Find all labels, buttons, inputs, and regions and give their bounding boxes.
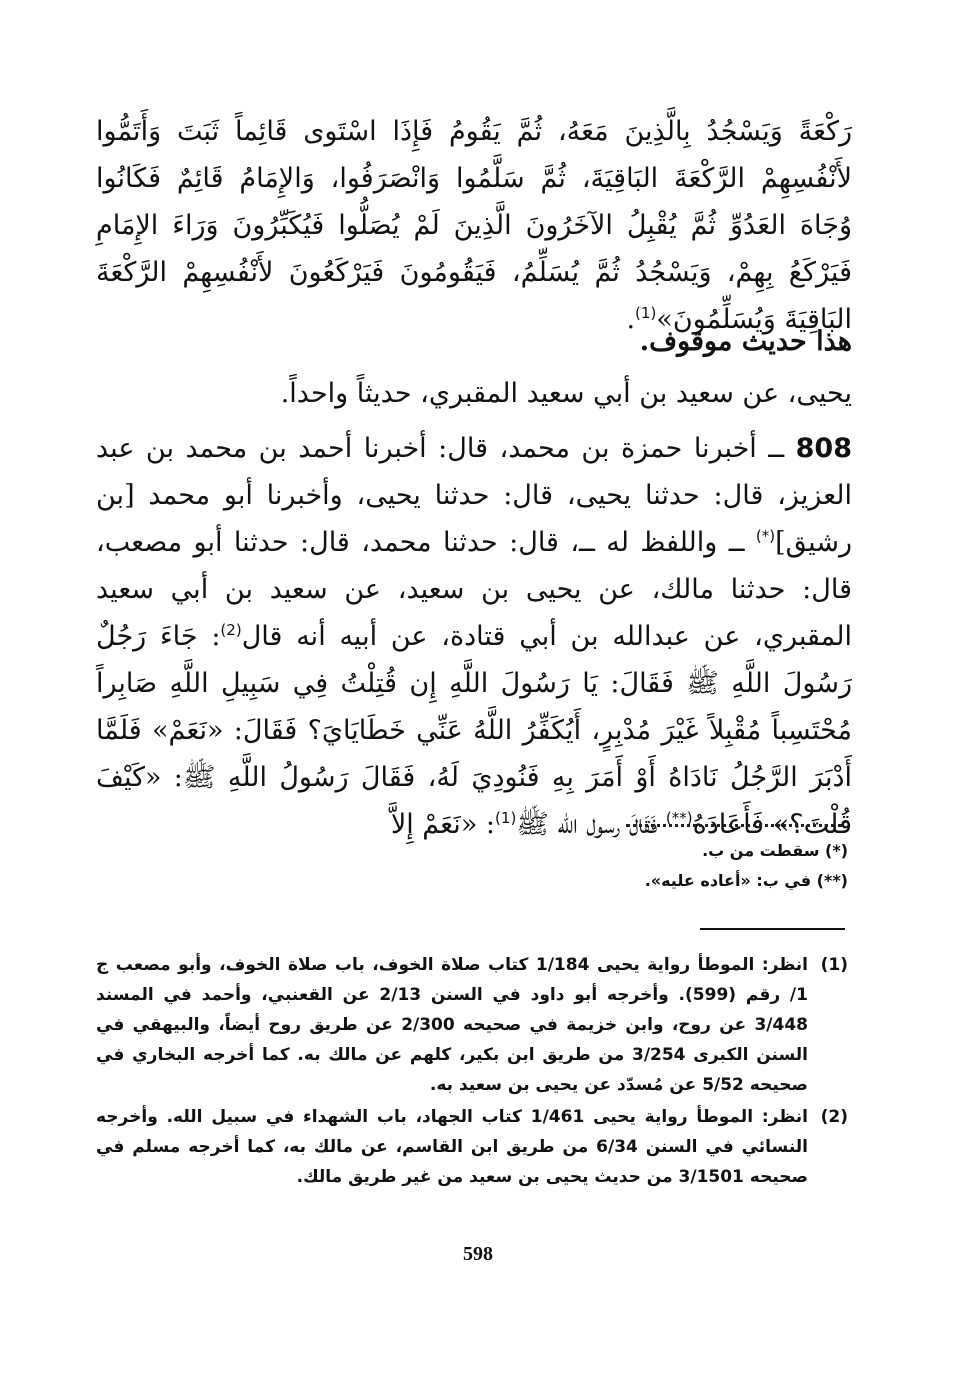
variant-ref-double-star: (**): [665, 809, 693, 827]
footnote-text: انظر: الموطأ رواية يحيى 1/184 كتاب صلاة الخوف، باب صلاة الخوف، وأبو مصعب ج 1/ رقم (599). وأخرجه أبو داود في السنن 2/13 عن القعنبي، وأحمد في المسند 3/448 عن روح، وابن خزيمة في صحيحه 2/300 عن طريق روح أيضاً، والبيهقي في السنن الكبرى 3/254 من طريق ابن بكير، كلهم عن مالك به. كما أخرجه البخاري في صحيحه 5/52 عن مُسدّد عن يحيى بن سعيد به.: [96, 955, 808, 1095]
footnote-rule: [700, 928, 845, 930]
hadith-number: 808: [795, 433, 852, 464]
hadith-808-matn: : جَاءَ رَجُلٌ رَسُولَ اللَّهِ ﷺ فَقَالَ: يَا رَسُولَ اللَّهِ إِن قُتِلْتُ فِي سَبِيلِ اللَّهِ صَابِراً مُحْتَسِباً مُقْبِلاً غَيْرَ مُدْبِرٍ، أَيُكَفِّرُ اللَّهُ عَنِّي خَطَايَايَ؟ فَقَالَ: «نَعَمْ» فَلَمَّا أَدْبَرَ الرَّجُلُ نَادَاهُ أَوْ أَمَرَ بِهِ فَنُودِيَ لَهُ، فَقَالَ رَسُولُ اللَّهِ ﷺ: «كَيْفَ قُلْتَ؟» فَأَعَادَهُ: [96, 621, 852, 840]
footnote-ref-1b: (1): [495, 809, 517, 827]
variant-note: (**) في ب: «أعاده عليه».: [644, 871, 848, 890]
footnotes: [96, 950, 848, 1194]
hadith-808: [96, 425, 852, 848]
page-number: 598: [463, 1243, 493, 1265]
footnote-item: [96, 1102, 848, 1192]
hadith-808-matn-cont: فَقَالَ رسول الله ﷺ: [516, 809, 666, 840]
variant-note: (*) سقطت من ب.: [702, 841, 848, 860]
footnote-text: انظر: الموطأ رواية يحيى 1/461 كتاب الجهاد، باب الشهداء في سبيل الله. وأخرجه النسائي في السنن 6/34 من طريق ابن القاسم، عن مالك به، كما أخرجه مسلم في صحيحه 3/1501 من حديث يحيى بن سعيد من غير طريق مالك.: [96, 1107, 808, 1187]
variant-ref-star: (*): [755, 527, 776, 545]
footnote-number: (2): [820, 1107, 848, 1127]
hadith-text-a-end: .: [626, 304, 636, 335]
footnote-item: [96, 950, 848, 1100]
variant-notes: [400, 836, 848, 896]
footnote-number: (1): [820, 955, 848, 975]
footnote-ref-1: (1): [635, 304, 657, 322]
hadith-808-isnad-cont: ــ واللفظ له ــ، قال: حدثنا محمد، قال: حدثنا أبو مصعب، قال: حدثنا مالك، عن يحيى بن سعيد، عن سعيد بن أبي سعيد المقبري، عن عبدالله بن أبي قتادة، عن أبيه أنه قال: [96, 527, 852, 652]
dotted-separator: [626, 810, 842, 827]
footnote-ref-2: (2): [220, 621, 242, 639]
hadith-text-continuation: [96, 108, 852, 343]
hadith-text-a: رَكْعَةً وَيَسْجُدُ بِالَّذِينَ مَعَهُ، ثُمَّ يَقُومُ فَإِذَا اسْتَوى قَائِماً ثَبَتَ وَأَتَمُّوا لأَنْفُسِهِمْ الرَّكْعَةَ البَاقِيَةَ، ثُمَّ سَلَّمُوا وَانْصَرَفُوا، وَالإِمَامُ قَائِمٌ فَكَانُوا وُجَاهَ العَدُوِّ ثُمَّ يُقْبِلُ الآخَرُونَ الَّذِينَ لَمْ يُصَلُّوا فَيُكَبِّرُونَ وَرَاءَ الإِمَامِ فَيَرْكَعُ بِهِمْ، وَيَسْجُدُ ثُمَّ يُسَلِّمُ، فَيَقُومُونَ فَيَرْكَعُونَ لأَنْفُسِهِمْ الرَّكْعَةَ البَاقِيَةَ وَيُسَلِّمُونَ»: [96, 116, 852, 335]
mawquf-note: هذا حديث موقوف.: [639, 326, 852, 357]
hadith-808-isnad: ــ أخبرنا حمزة بن محمد، قال: أخبرنا أحمد بن محمد بن عبد العزيز، قال: حدثنا يحيى، قال: حدثنا يحيى، وأخبرنا أبو محمد [بن رشيق]: [96, 433, 852, 558]
hadith-808-matn-end: : «نَعَمْ إِلاَّ: [390, 809, 496, 840]
chapter-heading-yahya: يحيى، عن سعيد بن أبي سعيد المقبري، حديثاً واحداً.: [280, 378, 852, 409]
